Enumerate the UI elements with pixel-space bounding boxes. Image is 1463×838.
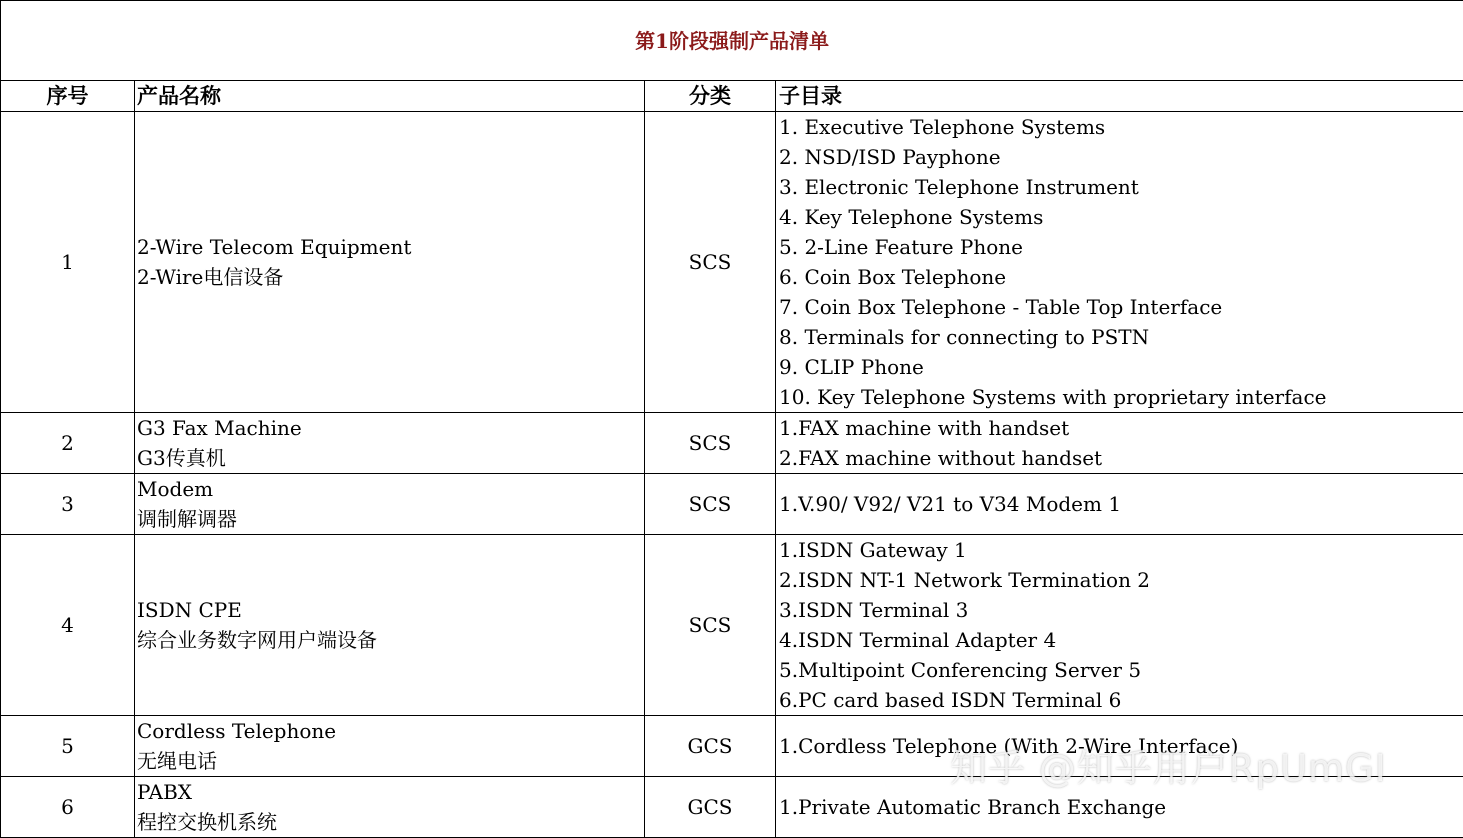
sub-item: 4. Key Telephone Systems	[779, 202, 1463, 232]
title-row	[1, 1, 1463, 81]
table-row	[1, 112, 1463, 413]
sub-item: 6.PC card based ISDN Terminal 6	[779, 685, 1463, 715]
table-row	[1, 413, 1463, 474]
sub-item: 1.FAX machine with handset	[779, 413, 1463, 443]
row-num: 6	[1, 777, 135, 838]
table-row	[1, 474, 1463, 535]
row-name	[135, 413, 645, 474]
watermark: 知乎 @知乎用户RpUmGI	[950, 738, 1387, 792]
sub-item: 9. CLIP Phone	[779, 352, 1463, 382]
row-num: 2	[1, 413, 135, 474]
sub-item: 3. Electronic Telephone Instrument	[779, 172, 1463, 202]
row-name	[135, 716, 645, 777]
sub-item: 8. Terminals for connecting to PSTN	[779, 322, 1463, 352]
row-category: SCS	[645, 413, 776, 474]
row-num: 4	[1, 535, 135, 716]
name-en: G3 Fax Machine	[137, 413, 644, 443]
name-en: 2-Wire Telecom Equipment	[137, 232, 644, 262]
sub-item: 6. Coin Box Telephone	[779, 262, 1463, 292]
row-category: SCS	[645, 112, 776, 413]
sub-item: 1.ISDN Gateway 1	[779, 535, 1463, 565]
sub-item: 5. 2-Line Feature Phone	[779, 232, 1463, 262]
name-en: Modem	[137, 474, 644, 504]
row-num: 3	[1, 474, 135, 535]
name-cn: 综合业务数字网用户端设备	[137, 625, 644, 655]
row-sub	[776, 413, 1463, 474]
name-en: PABX	[137, 777, 644, 807]
row-sub	[776, 474, 1463, 535]
table-row	[1, 535, 1463, 716]
name-en: Cordless Telephone	[137, 716, 644, 746]
sub-item: 7. Coin Box Telephone - Table Top Interface	[779, 292, 1463, 322]
sub-item: 1. Executive Telephone Systems	[779, 112, 1463, 142]
name-cn: G3传真机	[137, 443, 644, 473]
header-row	[1, 81, 1463, 112]
sub-item: 2.ISDN NT-1 Network Termination 2	[779, 565, 1463, 595]
sub-item: 5.Multipoint Conferencing Server 5	[779, 655, 1463, 685]
row-name	[135, 777, 645, 838]
name-cn: 程控交换机系统	[137, 807, 644, 837]
row-category: SCS	[645, 474, 776, 535]
name-en: ISDN CPE	[137, 595, 644, 625]
header-num: 序号	[1, 81, 135, 112]
sub-item: 1.Private Automatic Branch Exchange	[779, 792, 1463, 822]
row-category: SCS	[645, 535, 776, 716]
row-name	[135, 474, 645, 535]
row-category: GCS	[645, 716, 776, 777]
sub-item: 2.FAX machine without handset	[779, 443, 1463, 473]
row-name	[135, 112, 645, 413]
sub-item: 1.V.90/ V92/ V21 to V34 Modem 1	[779, 489, 1463, 519]
header-name: 产品名称	[135, 81, 645, 112]
row-sub	[776, 535, 1463, 716]
row-num: 1	[1, 112, 135, 413]
header-category: 分类	[645, 81, 776, 112]
sub-item: 2. NSD/ISD Payphone	[779, 142, 1463, 172]
name-cn: 无绳电话	[137, 746, 644, 776]
name-cn: 调制解调器	[137, 504, 644, 534]
table-title: 第1阶段强制产品清单	[1, 1, 1463, 81]
row-name	[135, 535, 645, 716]
row-category: GCS	[645, 777, 776, 838]
sub-item: 3.ISDN Terminal 3	[779, 595, 1463, 625]
sub-item: 4.ISDN Terminal Adapter 4	[779, 625, 1463, 655]
header-sub: 子目录	[776, 81, 1463, 112]
sub-item: 10. Key Telephone Systems with proprietary interface	[779, 382, 1463, 412]
name-cn: 2-Wire电信设备	[137, 262, 644, 292]
sub-item: 1.Cordless Telephone (With 2-Wire Interface)	[779, 731, 1463, 761]
row-num: 5	[1, 716, 135, 777]
row-sub	[776, 112, 1463, 413]
